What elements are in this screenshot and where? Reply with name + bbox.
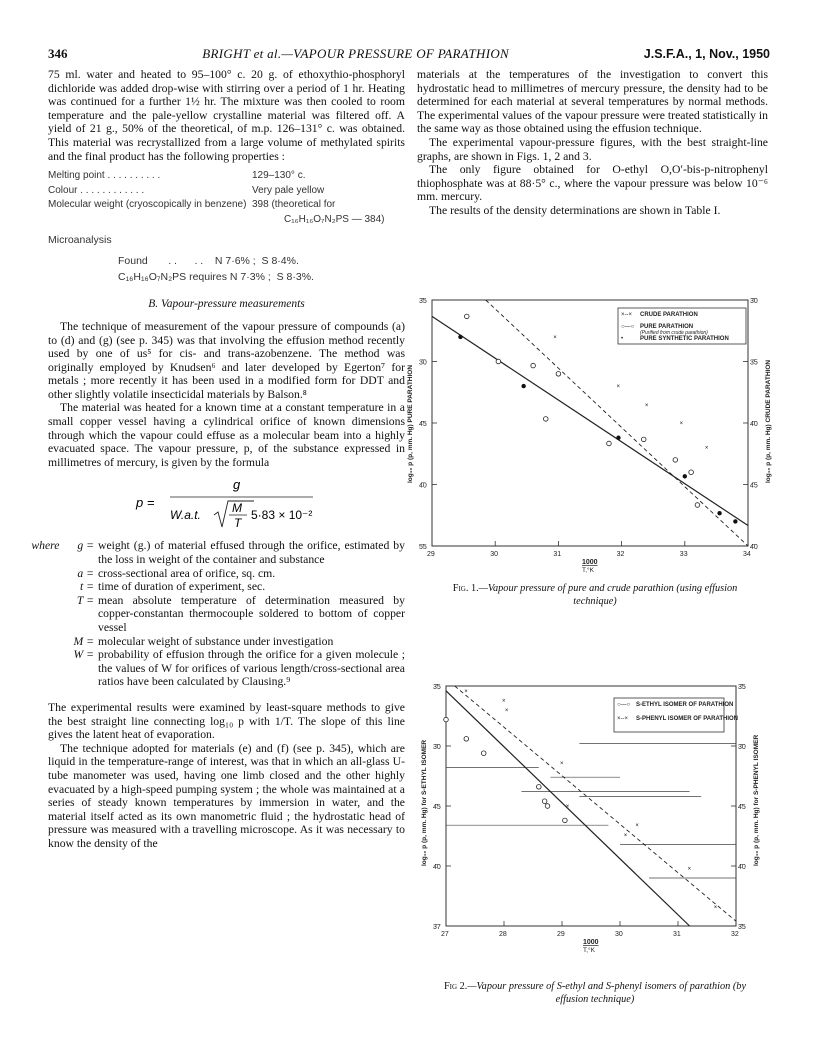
y-tick-label-right: 4̄0 — [750, 544, 758, 551]
y-tick-label-right: 4̄5 — [738, 804, 746, 811]
property-value: 129–130° c. — [252, 170, 306, 182]
legend-label: S-ETHYL ISOMER OF PARATHION — [636, 702, 734, 708]
data-point-open — [537, 785, 542, 790]
y-tick-label: 3̄5 — [419, 298, 427, 305]
formula-lhs: p = — [136, 495, 155, 511]
caption-text: —Vapour pressure of pure and crude parathion (using effusion technique) — [478, 583, 738, 607]
definitions-list — [31, 539, 405, 689]
running-header — [48, 46, 770, 66]
x-axis-label-unit: T,°K — [583, 947, 595, 954]
data-point-open — [695, 503, 700, 508]
definition-row — [48, 594, 405, 635]
y-tick-label: 4̄5 — [433, 804, 441, 811]
data-point-open — [496, 359, 501, 364]
legend-marker: ×--× — [621, 312, 633, 318]
property-label: Colour . . . . . . . . . . . . — [48, 184, 145, 196]
x-tick-label: 31 — [553, 551, 562, 558]
data-point-cross: × — [616, 384, 620, 391]
definition-symbol: t = — [79, 580, 94, 594]
paragraph: The technique of measurement of the vapour pressure of compounds (a) to (d) and (g) (see p. 345) was that involving the effusion method recently used by one of us⁵ for cis- and trans-azobenzene. The method was originally employed by Knudsen⁶ and later developed by Egerton⁷ for metals ; more recently it has been used in a modified form for DDT and other slightly volatile insecticidal materials by Balson.⁸ — [48, 319, 405, 401]
definition-text: time of duration of experiment, sec. — [98, 580, 266, 594]
legend-label: S-PHENYL ISOMER OF PARATHION — [636, 716, 739, 722]
data-point-cross: × — [565, 804, 570, 810]
y-axis-label: log₁₀ p (p, mm. Hg) for S-ETHYL ISOMER — [421, 739, 428, 866]
root-numerator: M — [232, 501, 242, 516]
data-point-open — [464, 314, 469, 319]
paragraph: The experimental results were examined by least-square methods to give the best straight line connecting log₁₀ p with 1/T. The slope of this line gives the latent heat of evaporation. — [48, 700, 405, 742]
x-axis-label: 1000 — [582, 559, 598, 566]
data-point-open — [607, 441, 612, 446]
x-tick-label: 30 — [615, 931, 623, 938]
caption-label: Fig. 1. — [452, 583, 479, 594]
formula-denominator: W.a.t. — [170, 508, 201, 523]
paragraph: materials at the temperatures of the investigation to convert this hydrostatic head to millimetres of mercury pressure, the density had to be determined for each material at several temperatures by normal methods. The experimental values of the vapour pressure were treated statistically in the same way as those obtained using the effusion technique. — [417, 68, 768, 136]
y-tick-label-right: 4̄0 — [750, 421, 758, 428]
found-line: Found . . . . N 7·6% ; S 8·4%. — [118, 255, 299, 268]
running-title: BRIGHT et al.—VAPOUR PRESSURE OF PARATHION — [202, 46, 510, 61]
y-tick-label: 3̄0 — [419, 359, 427, 367]
definition-row — [48, 648, 405, 689]
definition-row — [48, 567, 405, 581]
definition-text: probability of effusion through the orifice for a given molecule ; the values of W for orifices of various length/cross-sectional area ratios have been calculated by Clausing.⁹ — [98, 648, 405, 689]
data-point-cross: × — [560, 760, 564, 767]
property-value: Very pale yellow — [252, 184, 325, 196]
definition-symbol: M = — [73, 634, 94, 648]
data-point-cross: × — [687, 866, 692, 873]
figure-1-caption — [430, 582, 760, 608]
definition-text: mean absolute temperature of determination measured by copper-constantan thermocouple soldered to bottom of copper vessel — [98, 593, 405, 634]
definition-text: cross-sectional area of orifice, sq. cm. — [98, 566, 276, 580]
x-tick-label: 30 — [490, 551, 498, 558]
formula-graphic — [48, 475, 405, 533]
left-column — [31, 68, 405, 851]
property-value: C₁₆H₁₆O₇N₂PS — 384) — [284, 213, 385, 225]
x-tick-label: 28 — [499, 931, 507, 938]
y-tick-label-right: 4̄5 — [750, 482, 758, 490]
y-tick-label-right: 3̄0 — [738, 744, 746, 751]
data-point-cross: × — [553, 334, 557, 341]
data-point-filled — [717, 511, 721, 515]
x-tick-label: 32 — [616, 551, 625, 558]
data-point-cross: × — [635, 823, 639, 830]
table-row — [48, 213, 385, 228]
x-tick-label: 32 — [731, 931, 739, 938]
data-point-open — [444, 717, 449, 722]
table-row — [48, 184, 385, 199]
where-label: where — [31, 539, 60, 553]
data-point-open — [673, 458, 678, 463]
formula-constant: 5·83 × 10⁻² — [251, 508, 313, 523]
paragraph: 75 ml. water and heated to 95–100° c. 20 g. of ethoxythio-phosphoryl dichloride was added drop-wise with stirring over a period of 1 hr. Heating was continued for a further 1½ hr. The mixture was then cooled to room temperature and the pale-yellow crystalline material was filtered off. A yield of 21 g., 50% of the theoretical, of m.p. 126–131° c. was obtained. This material was recrystallized from a large volume of methylated spirits and the final product has the following properties : — [48, 68, 405, 163]
effusion-formula — [48, 475, 405, 533]
data-point-cross: × — [504, 708, 509, 714]
microanalysis-label: Microanalysis — [48, 233, 112, 246]
x-axis-label-unit: T,°K — [582, 567, 594, 574]
x-axis-label: 1000 — [583, 939, 599, 946]
y-tick-label: 4̄0 — [419, 482, 427, 490]
data-point-filled — [616, 436, 620, 440]
y-tick-label-right: 3̄5 — [738, 924, 746, 931]
y-tick-label: 3̄5 — [433, 684, 441, 691]
x-tick-label: 29 — [557, 931, 565, 938]
data-point-filled — [521, 384, 525, 388]
legend-marker: ○—○ — [617, 702, 631, 708]
root-denominator: T — [234, 516, 242, 531]
data-point-open — [542, 799, 547, 804]
definition-symbol: T = — [76, 593, 94, 607]
data-point-filled — [458, 335, 462, 339]
paragraph: The material was heated for a known time at a constant temperature in a small copper vessel having a cylindrical orifice of known dimensions through which the vapour could effuse as a molecular beam into a highly evacuated space. The vapour pressure, p, of the substance expressed in millimetres of mercury, is given by the formula — [48, 401, 405, 469]
data-point-open — [556, 372, 561, 377]
property-value: 398 (theoretical for — [252, 199, 336, 211]
requires-line: C₁₆H₁₆O₇N₂PS requires N 7·3% ; S 8·3%. — [118, 270, 314, 283]
y-tick-label-right: 4̄0 — [738, 864, 746, 871]
definition-row — [31, 539, 405, 567]
paragraph: The technique adopted for materials (e) and (f) (see p. 345), which are liquid in the temperature-range of interest, was that in which an all-glass U-tube manometer was used, having one limb closed and the other highly evacuated by a high-speed pumping system ; the whole was maintained at a series of steady known temperatures by immersion in water, and the material itself acted as its own manometric fluid ; the hydrostatic head of pressure was measured with a travelling microscope. As it was necessary to know the density of the — [48, 741, 405, 850]
properties-table — [48, 169, 385, 227]
y-tick-label: 3̄0 — [433, 744, 441, 751]
definition-row — [48, 635, 405, 649]
property-label: Molecular weight (cryoscopically in benzene) — [48, 199, 247, 211]
y-axis-label-right: log₁₀ p (p, mm. Hg) for S-PHENYL ISOMER — [753, 734, 760, 866]
legend-marker: ○—○ — [621, 324, 635, 330]
paragraph: The experimental vapour-pressure figures, with the best straight-line graphs, are shown in Figs. 1, 2 and 3. — [417, 135, 768, 163]
y-tick-label: 4̄5 — [419, 421, 427, 428]
figure-1-chart — [407, 288, 772, 574]
data-point-open — [689, 470, 694, 475]
caption-label: Fig 2. — [443, 981, 468, 992]
data-point-cross: × — [623, 832, 628, 839]
table-row — [48, 198, 385, 213]
y-tick-label-right: 3̄0 — [750, 298, 758, 305]
paragraph: The results of the density determinations are shown in Table I. — [429, 203, 721, 217]
y-tick-label-right: 3̄5 — [738, 684, 746, 691]
figure-2-caption — [428, 980, 762, 1006]
legend-label: CRUDE PARATHION — [640, 312, 698, 318]
legend — [614, 698, 738, 732]
journal-citation: J.S.F.A., 1, Nov., 1950 — [643, 47, 770, 61]
definition-symbol: where g = — [31, 539, 94, 553]
legend — [618, 308, 746, 344]
formula-numerator: g — [233, 477, 241, 493]
table-row — [48, 169, 385, 184]
x-tick-label: 34 — [743, 551, 751, 558]
x-tick-label: 33 — [679, 551, 688, 558]
data-point-open — [464, 737, 469, 742]
legend-marker: ×--× — [617, 716, 629, 722]
data-point-open — [531, 363, 536, 368]
y-tick-label: 4̄0 — [433, 864, 441, 871]
property-label: Melting point . . . . . . . . . . — [48, 170, 161, 182]
data-point-cross: × — [644, 402, 649, 409]
y-tick-label: 3̄7 — [433, 924, 441, 931]
definition-text: weight (g.) of material effused through the orifice, estimated by the loss in weight of the container and substance — [98, 539, 405, 567]
caption-text: —Vapour pressure of S-ethyl and S-phenyl isomers of parathion (by effusion technique) — [467, 981, 747, 1005]
data-point-filled — [683, 474, 687, 478]
definition-symbol: W = — [73, 648, 94, 662]
data-point-cross: × — [464, 688, 468, 695]
x-tick-label: 31 — [673, 931, 681, 938]
legend-sublabel: (Purified from crude parathion) — [640, 330, 708, 336]
x-tick-label: 29 — [427, 551, 435, 558]
data-point-cross: × — [679, 421, 684, 427]
legend-label: PURE SYNTHETIC PARATHION — [640, 336, 729, 342]
data-point-open — [543, 417, 548, 422]
paragraph: The only figure obtained for O-ethyl O,O′-bis-p-nitrophenyl thiophosphate was at 88·5° c., where the vapour pressure was below 10⁻⁶ mm. mercury. — [417, 163, 768, 204]
data-point-cross: × — [704, 445, 709, 452]
fit-line — [432, 316, 748, 525]
definition-row — [48, 580, 405, 594]
data-point-open — [563, 818, 568, 823]
property-label — [48, 213, 252, 228]
y-tick-label-right: 3̄5 — [750, 359, 758, 367]
y-axis-label: log₁₀ p (p, mm. Hg) PURE PARATHION — [407, 364, 414, 483]
page-number: 346 — [48, 46, 68, 61]
data-point-open — [481, 751, 486, 756]
data-point-open — [545, 804, 550, 809]
section-heading: B. Vapour-pressure measurements — [148, 298, 305, 311]
data-point-cross: × — [502, 698, 506, 705]
y-axis-label-right: log₁₀ p (p, mm. Hg) CRUDE PARATHION — [765, 359, 772, 483]
x-tick-label: 27 — [441, 931, 449, 938]
legend-marker: • — [621, 336, 624, 342]
figure-2-chart — [418, 680, 768, 970]
data-point-open — [641, 437, 646, 442]
definition-text: molecular weight of substance under investigation — [98, 634, 334, 648]
right-column — [417, 68, 768, 218]
data-point-cross: × — [713, 904, 718, 911]
data-point-filled — [733, 519, 737, 523]
y-tick-label: 5̄5 — [419, 544, 427, 551]
legend-label: PURE PARATHION — [640, 324, 694, 330]
definition-symbol: a = — [77, 566, 94, 580]
